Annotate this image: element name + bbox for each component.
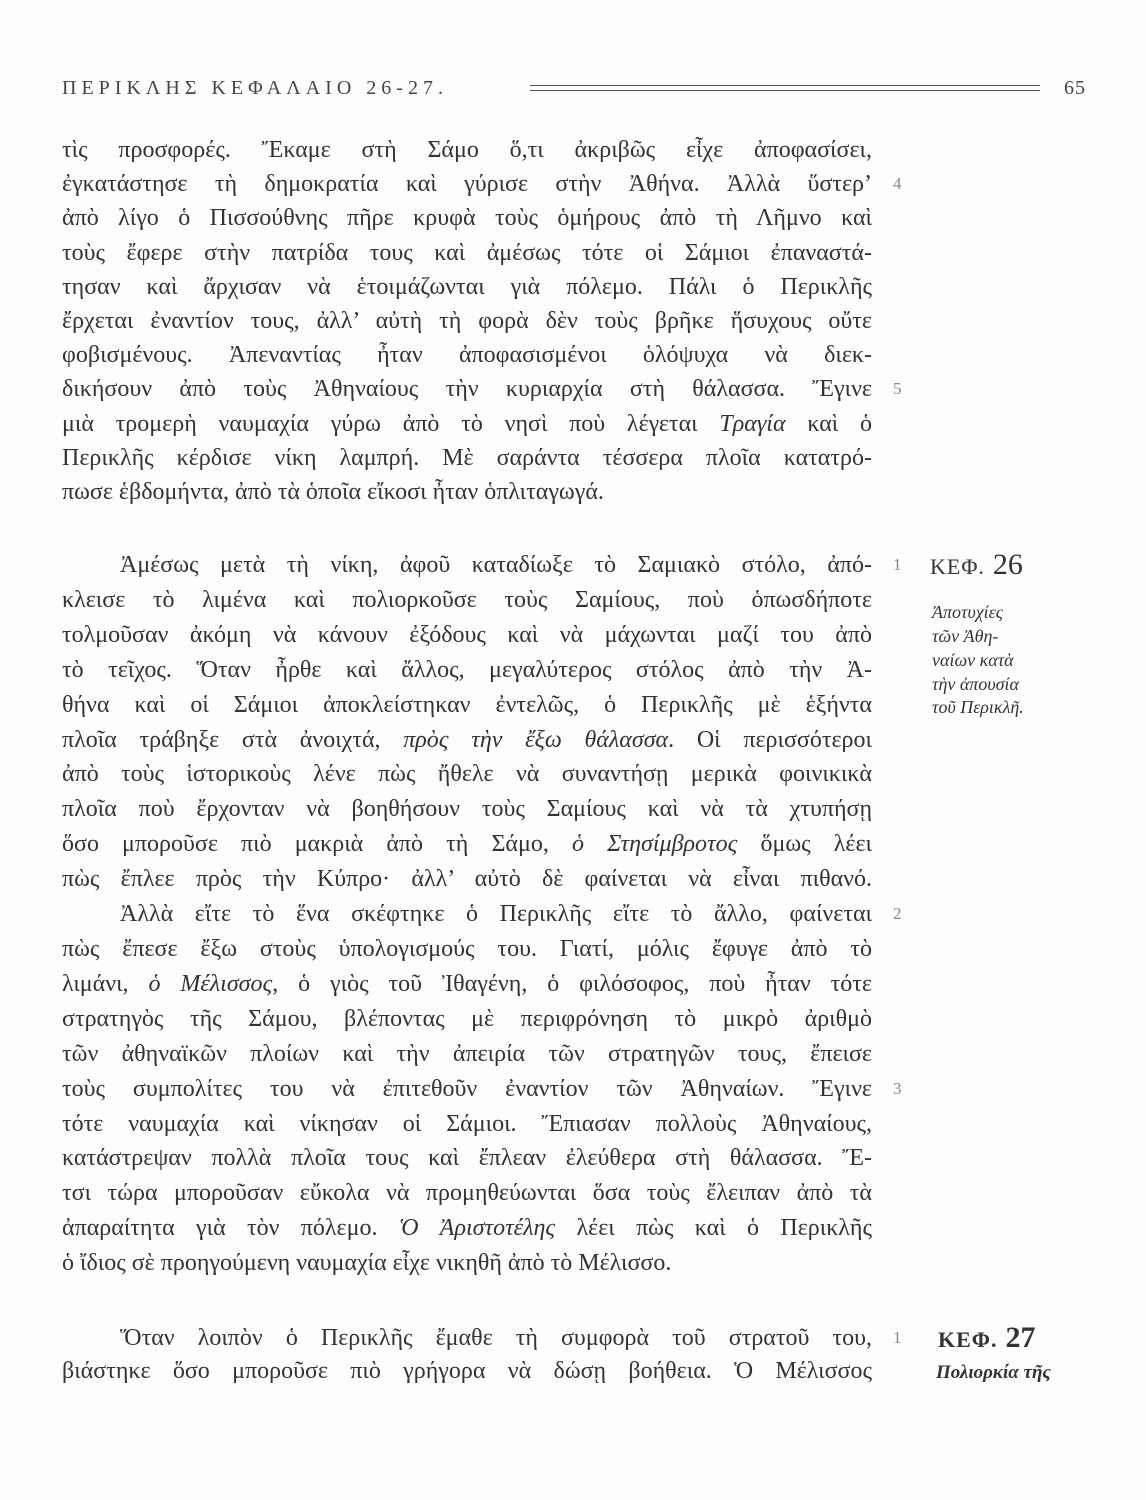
text-segment: καὶ ὁ [785, 411, 873, 437]
text-line: τῶν ἀθηναϊκῶν πλοίων καὶ τὴν ἀπειρία τῶν στρατηγῶν τους, ἔπεισε [62, 1041, 872, 1067]
chapter-label: ΚΕΦ. [938, 1327, 998, 1352]
text-segment: λιμάνι, [62, 971, 149, 997]
section-number: 5 [893, 379, 902, 398]
text-segment: . Οἱ περισσότεροι [668, 727, 872, 753]
sidenote-line: τοῦ Περικλῆ. [932, 697, 1024, 717]
text-line: τησαν καὶ ἄρχισαν νὰ ἑτοιμάζωνται γιὰ πόλεμο. Πάλι ὁ Περικλῆς [62, 274, 872, 300]
text-line: ὁ ἴδιος σὲ προηγούμενη ναυμαχία εἶχε νικηθῆ ἀπὸ τὸ Μέλισσο. [62, 1250, 672, 1276]
sidenote-line: τὴν ἀπουσία [932, 674, 1019, 694]
text-line: ἀπὸ λίγο ὁ Πισσούθνης πῆρε κρυφὰ τοὺς ὁμήρους ἀπὸ τὴ Λῆμνο καὶ [62, 205, 872, 231]
sidenote-line: τῶν Ἀθη- [932, 626, 999, 646]
text-line: θήνα καὶ οἱ Σάμιοι ἀποκλείστηκαν ἐντελῶς, ὁ Περικλῆς μὲ ἑξήντα [62, 692, 872, 718]
page-number: 65 [1064, 77, 1086, 99]
text-segment: ὅσο μποροῦσε πιὸ μακριὰ ἀπὸ τὴ Σάμο, [62, 831, 572, 857]
italic-text: πρὸς τὴν ἔξω θάλασσα [403, 727, 669, 753]
text-line [62, 723, 872, 757]
section-number: 1 [893, 1328, 902, 1347]
text-line: τοὺς ἔφερε στὴν πατρίδα τους καὶ ἀμέσως τότε οἱ Σάμιοι ἐπαναστά- [62, 240, 872, 266]
text-line: φοβισμένους. Ἀπεναντίας ἦταν ἀποφασισμένοι ὁλόψυχα νὰ διεκ- [62, 342, 872, 368]
text-line: πωσε ἑβδομήντα, ἀπὸ τὰ ὁποῖα εἴκοσι ἦταν ὁπλιταγωγά. [62, 479, 604, 505]
text-line: τσι τώρα μποροῦσαν εὔκολα νὰ προμηθεύωνται ὅσα τοὺς ἔλειπαν ἀπὸ τὰ [62, 1180, 872, 1206]
text-line: Ὅταν λοιπὸν ὁ Περικλῆς ἔμαθε τὴ συμφορὰ τοῦ στρατοῦ του, [120, 1325, 872, 1351]
section-number: 4 [893, 174, 902, 193]
chapter-number: 26 [992, 548, 1023, 581]
text-line: τοὺς συμπολίτες του νὰ ἐπιτεθοῦν ἐναντίον τῶν Ἀθηναίων. Ἔγινε [62, 1076, 872, 1102]
text-line: ἀπὸ τοὺς ἱστορικοὺς λένε πὼς ἤθελε νὰ συναντήσῃ μερικὰ φοινικικὰ [62, 761, 872, 787]
text-line: ἐγκατάστησε τὴ δημοκρατία καὶ γύρισε στὴν Ἀθήνα. Ἀλλὰ ὕστερ’ [62, 171, 872, 197]
section-number: 2 [893, 904, 902, 923]
text-line: Ἀλλὰ εἴτε τὸ ἕνα σκέφτηκε ὁ Περικλῆς εἴτε τὸ ἄλλο, φαίνεται [120, 901, 872, 927]
text-line: στρατηγὸς τῆς Σάμου, βλέποντας μὲ περιφρόνηση τὸ μικρὸ ἀριθμὸ [62, 1006, 872, 1032]
header-rule [530, 85, 1040, 86]
text-line: τὸ τεῖχος. Ὅταν ἦρθε καὶ ἄλλος, μεγαλύτερος στόλος ἀπὸ τὴν Ἀ- [62, 657, 872, 683]
text-line: ἔρχεται ἐναντίον τους, ἀλλ’ αὐτὴ τὴ φορὰ δὲν τοὺς βρῆκε ἥσυχους οὔτε [62, 308, 872, 334]
text-line: τολμοῦσαν ἀκόμη νὰ κάνουν ἐξόδους καὶ νὰ μάχωνται μαζί του ἀπὸ [62, 622, 872, 648]
section-number: 3 [893, 1079, 902, 1098]
text-line: κλεισε τὸ λιμένα καὶ πολιορκοῦσε τοὺς Σαμίους, ποὺ ὁπωσδήποτε [62, 587, 872, 613]
sidenote-line: ναίων κατὰ [932, 650, 1014, 670]
sidenote-line: Πολιορκία τῆς [936, 1362, 1051, 1383]
chapter-number: 27 [1005, 1321, 1036, 1354]
italic-text: Τραγία [719, 411, 786, 437]
text-line: πλοῖα ποὺ ἔρχονταν νὰ βοηθήσουν τοὺς Σαμίους καὶ νὰ τὰ χτυπήσῃ [62, 796, 872, 822]
running-title: ΠΕΡΙΚΛΗΣ ΚΕΦΑΛΑΙΟ 26-27. [62, 77, 448, 99]
text-line: βιάστηκε ὅσο μποροῦσε πιὸ γρήγορα νὰ δώσῃ βοήθεια. Ὁ Μέλισσος [62, 1358, 872, 1384]
text-line: Περικλῆς κέρδισε νίκη λαμπρή. Μὲ σαράντα τέσσερα πλοῖα κατατρό- [62, 445, 872, 471]
chapter-heading [938, 1318, 1036, 1358]
italic-text: ὁ Μέλισσος [148, 971, 273, 997]
text-segment: , ὁ γιὸς τοῦ Ἰθαγένη, ὁ φιλόσοφος, ποὺ ἦταν τότε [272, 971, 872, 997]
text-line [62, 827, 872, 861]
text-segment: ὅμως λέει [737, 831, 873, 857]
italic-text: ὁ Στησίμβροτος [571, 831, 738, 857]
text-line: κατάστρεψαν πολλὰ πλοῖα τους καὶ ἔπλεαν ἐλεύθερα στὴ θάλασσα. Ἔ- [62, 1145, 872, 1171]
text-line [62, 407, 872, 441]
text-segment: ἀπαραίτητα γιὰ τὸν πόλεμο. [62, 1215, 399, 1241]
header-rule [530, 90, 1040, 91]
chapter-heading [930, 545, 1023, 585]
text-line: Ἀμέσως μετὰ τὴ νίκη, ἀφοῦ καταδίωξε τὸ Σαμιακὸ στόλο, ἀπό- [120, 552, 872, 578]
text-segment: μιὰ τρομερὴ ναυμαχία γύρω ἀπὸ τὸ νησὶ ποὺ λέγεται [62, 411, 720, 437]
text-line: τὶς προσφορές. Ἔκαμε στὴ Σάμο ὅ,τι ἀκριβῶς εἶχε ἀποφασίσει, [62, 137, 872, 163]
section-number: 1 [893, 555, 902, 574]
text-line: τότε ναυμαχία καὶ νίκησαν οἱ Σάμιοι. Ἔπιασαν πολλοὺς Ἀθηναίους, [62, 1111, 872, 1137]
text-line [62, 1211, 872, 1245]
sidenote-line: Ἀποτυχίες [932, 602, 1004, 622]
text-segment: λέει πὼς καὶ ὁ Περικλῆς [555, 1215, 872, 1241]
chapter-label: ΚΕΦ. [930, 554, 985, 579]
text-segment: πλοῖα τράβηξε στὰ ἀνοιχτά, [62, 727, 404, 753]
text-line: πὼς ἔπλεε πρὸς τὴν Κύπρο· ἀλλ’ αὐτὸ δὲ φαίνεται νὰ εἶναι πιθανό. [62, 866, 872, 892]
text-line: πὼς ἔπεσε ἔξω στοὺς ὑπολογισμούς του. Γιατί, μόλις ἔφυγε ἀπὸ τὸ [62, 936, 872, 962]
text-line: δικήσουν ἀπὸ τοὺς Ἀθηναίους τὴν κυριαρχία στὴ θάλασσα. Ἔγινε [62, 376, 872, 402]
text-line [62, 967, 872, 1001]
italic-text: Ὁ Ἀριστοτέλης [398, 1215, 556, 1241]
